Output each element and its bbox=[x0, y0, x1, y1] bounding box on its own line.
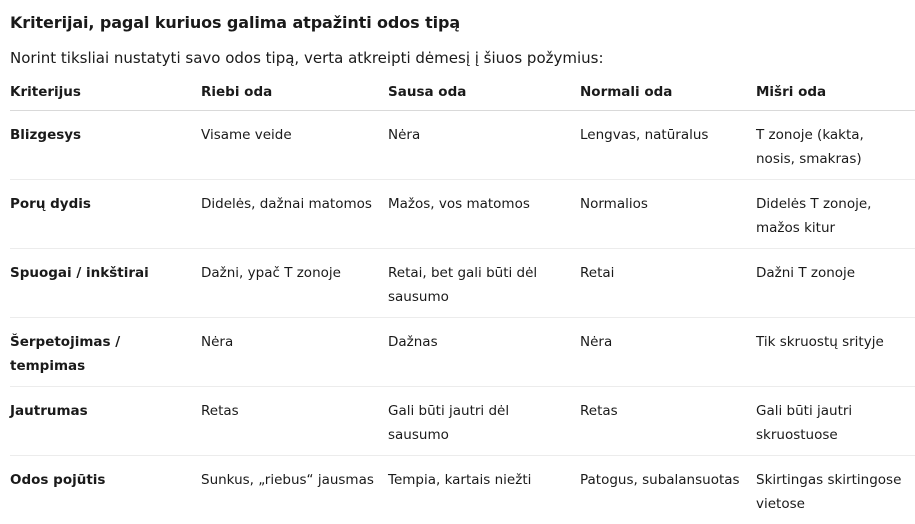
cell-normal: Nėra bbox=[580, 317, 756, 386]
cell-normal: Retai bbox=[580, 248, 756, 317]
cell-dry: Gali būti jautri dėl sausumo bbox=[388, 386, 580, 455]
table-body bbox=[10, 110, 915, 524]
table-row bbox=[10, 110, 915, 179]
cell-oily: Nėra bbox=[201, 317, 388, 386]
cell-normal: Retas bbox=[580, 386, 756, 455]
cell-combination: Didelės T zonoje, mažos kitur bbox=[756, 179, 915, 248]
cell-combination: T zonoje (kakta, nosis, smakras) bbox=[756, 110, 915, 179]
cell-oily: Visame veide bbox=[201, 110, 388, 179]
header-oily: Riebi oda bbox=[201, 79, 388, 110]
cell-dry: Nėra bbox=[388, 110, 580, 179]
row-criterion: Blizgesys bbox=[10, 110, 201, 179]
cell-combination: Tik skruostų srityje bbox=[756, 317, 915, 386]
section-heading: Kriterijai, pagal kuriuos galima atpažinti odos tipą bbox=[10, 13, 461, 32]
cell-dry: Mažos, vos matomos bbox=[388, 179, 580, 248]
cell-normal: Patogus, subalansuotas bbox=[580, 471, 740, 488]
row-criterion: Porų dydis bbox=[10, 179, 201, 248]
row-criterion: Šerpetojimas / tempimas bbox=[10, 317, 201, 386]
table-row bbox=[10, 386, 915, 455]
row-criterion: Odos pojūtis bbox=[10, 471, 106, 488]
cell-dry: Tempia, kartais niežti bbox=[388, 471, 532, 488]
cell-oily: Retas bbox=[201, 386, 388, 455]
cell-normal: Lengvas, natūralus bbox=[580, 110, 756, 179]
cell-combination: Skirtingas skirtingose vietose bbox=[756, 471, 902, 512]
cell-oily: Sunkus, „riebus“ jausmas bbox=[201, 471, 374, 488]
cell-oily: Dažni, ypač T zonoje bbox=[201, 248, 388, 317]
header-criterion: Kriterijus bbox=[10, 79, 201, 110]
cell-dry: Retai, bet gali būti dėl sausumo bbox=[388, 248, 580, 317]
header-combination: Mišri oda bbox=[756, 79, 915, 110]
table-row bbox=[10, 317, 915, 386]
row-criterion: Spuogai / inkštirai bbox=[10, 248, 201, 317]
cell-combination: Gali būti jautri skruostuose bbox=[756, 386, 915, 455]
table-header bbox=[10, 79, 915, 110]
table-row bbox=[10, 179, 915, 248]
header-dry: Sausa oda bbox=[388, 79, 580, 110]
table-row bbox=[10, 248, 915, 317]
cell-oily: Didelės, dažnai matomos bbox=[201, 179, 388, 248]
intro-text: Norint tiksliai nustatyti savo odos tipą, verta atkreipti dėmesį į šiuos požymius: bbox=[10, 49, 604, 67]
table-row bbox=[10, 455, 915, 524]
cell-dry: Dažnas bbox=[388, 317, 580, 386]
cell-normal: Normalios bbox=[580, 179, 756, 248]
cell-combination: Dažni T zonoje bbox=[756, 248, 915, 317]
row-criterion: Jautrumas bbox=[10, 386, 201, 455]
header-row bbox=[10, 79, 915, 110]
skin-type-table bbox=[10, 79, 915, 524]
header-normal: Normali oda bbox=[580, 79, 756, 110]
